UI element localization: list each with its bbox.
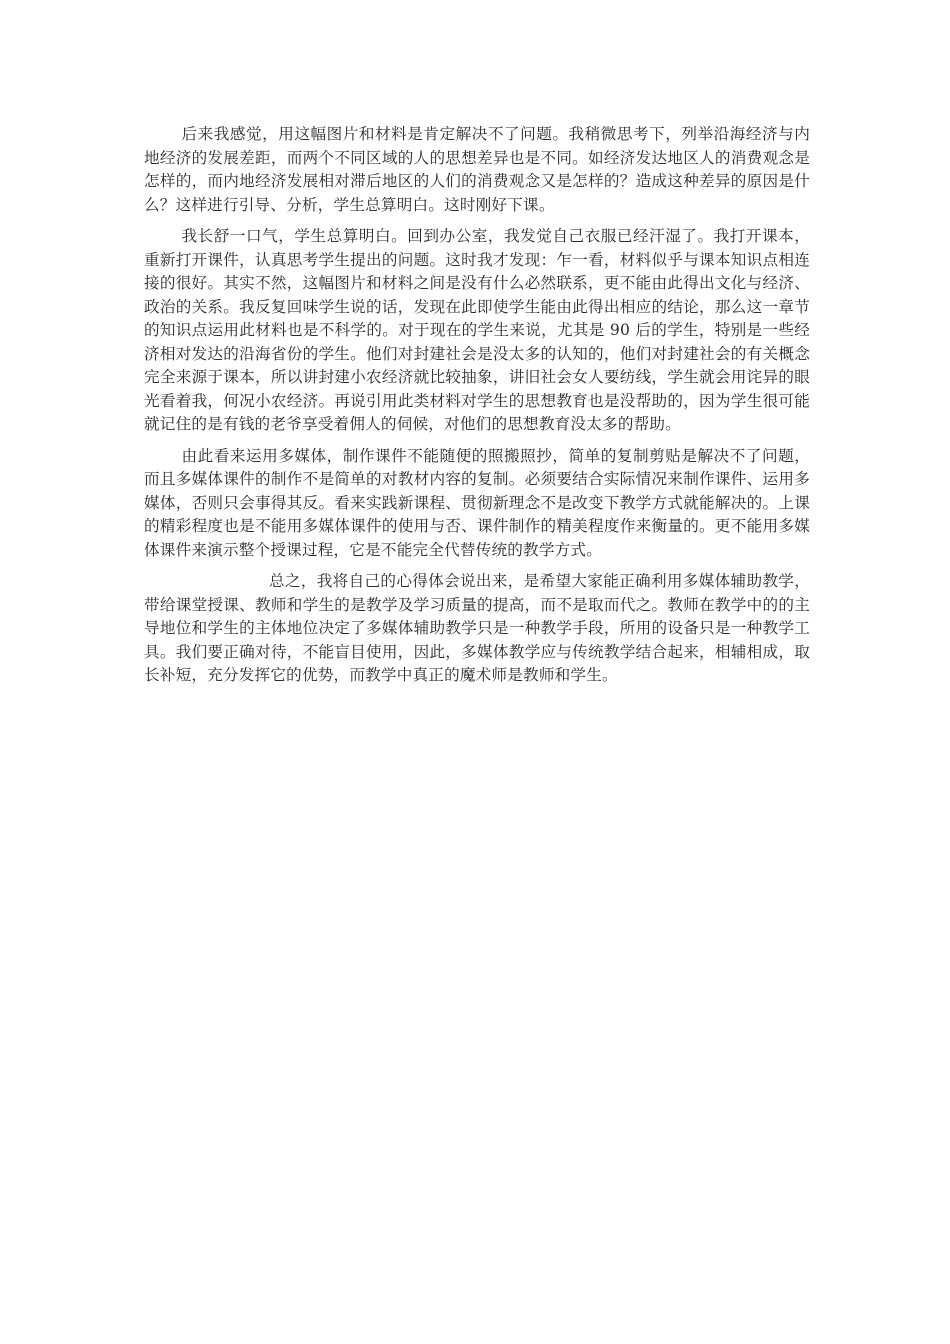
paragraph-1: 后来我感觉，用这幅图片和材料是肯定解决不了问题。我稍微思考下，列举沿海经济与内地经济的发展差距，而两个不同区域的人的思想差异也是不同。如经济发达地区人的消费观念是怎样的，而内地经济发展相对滞后地区的人们的消费观念又是怎样的？造成这种差异的原因是什么？这样进行引导、分析，学生总算明白。这时刚好下课。 (144, 125, 810, 214)
paragraph-4: 总之，我将自己的心得体会说出来，是希望大家能正确利用多媒体辅助教学，带给课堂授课、教师和学生的是教学及学习质量的提高，而不是取而代之。教师在教学中的的主导地位和学生的主体地位决定了多媒体辅助教学只是一种教学手段，所用的设备只是一种教学工具。我们要正确对待，不能盲目使用，因此，多媒体教学应与传统教学结合起来，相辅相成，取长补短，充分发挥它的优势，而教学中真正的魔术师是教师和学生。 (144, 572, 810, 684)
document-body (144, 123, 810, 696)
paragraph-3: 由此看来运用多媒体，制作课件不能随便的照搬照抄，简单的复制剪贴是解决不了问题，而且多媒体课件的制作不是简单的对教材内容的复制。必须要结合实际情况来制作课件、运用多媒体，否则只会事得其反。看来实践新课程、贯彻新理念不是改变下教学方式就能解决的。上课的精彩程度也是不能用多媒体课件的使用与否、课件制作的精美程度作来衡量的。更不能用多媒体课件来演示整个授课过程，它是不能完全代替传统的教学方式。 (144, 446, 810, 559)
paragraph-2: 我长舒一口气，学生总算明白。回到办公室，我发觉自己衣服已经汗湿了。我打开课本，重新打开课件，认真思考学生提出的问题。这时我才发现：乍一看，材料似乎与课本知识点相连接的很好。其实不然，这幅图片和材料之间是没有什么必然联系，更不能由此得出文化与经济、政治的关系。我反复回味学生说的话，发现在此即使学生能由此得出相应的结论，那么这一章节的知识点运用此材料也是不科学的。对于现在的学生来说，尤其是 90 后的学生，特别是一些经济相对发达的沿海省份的学生。他们对封建社会是没太多的认知的，他们对封建社会的有关概念完全来源于课本，所以讲封建小农经济就比较抽象，讲旧社会女人要纺线，学生就会用诧异的眼光看着我，何况小农经济。再说引用此类材料对学生的思想教育也是没帮助的，因为学生很可能就记住的是有钱的老爷享受着佣人的伺候，对他们的思想教育没太多的帮助。 (144, 227, 810, 433)
